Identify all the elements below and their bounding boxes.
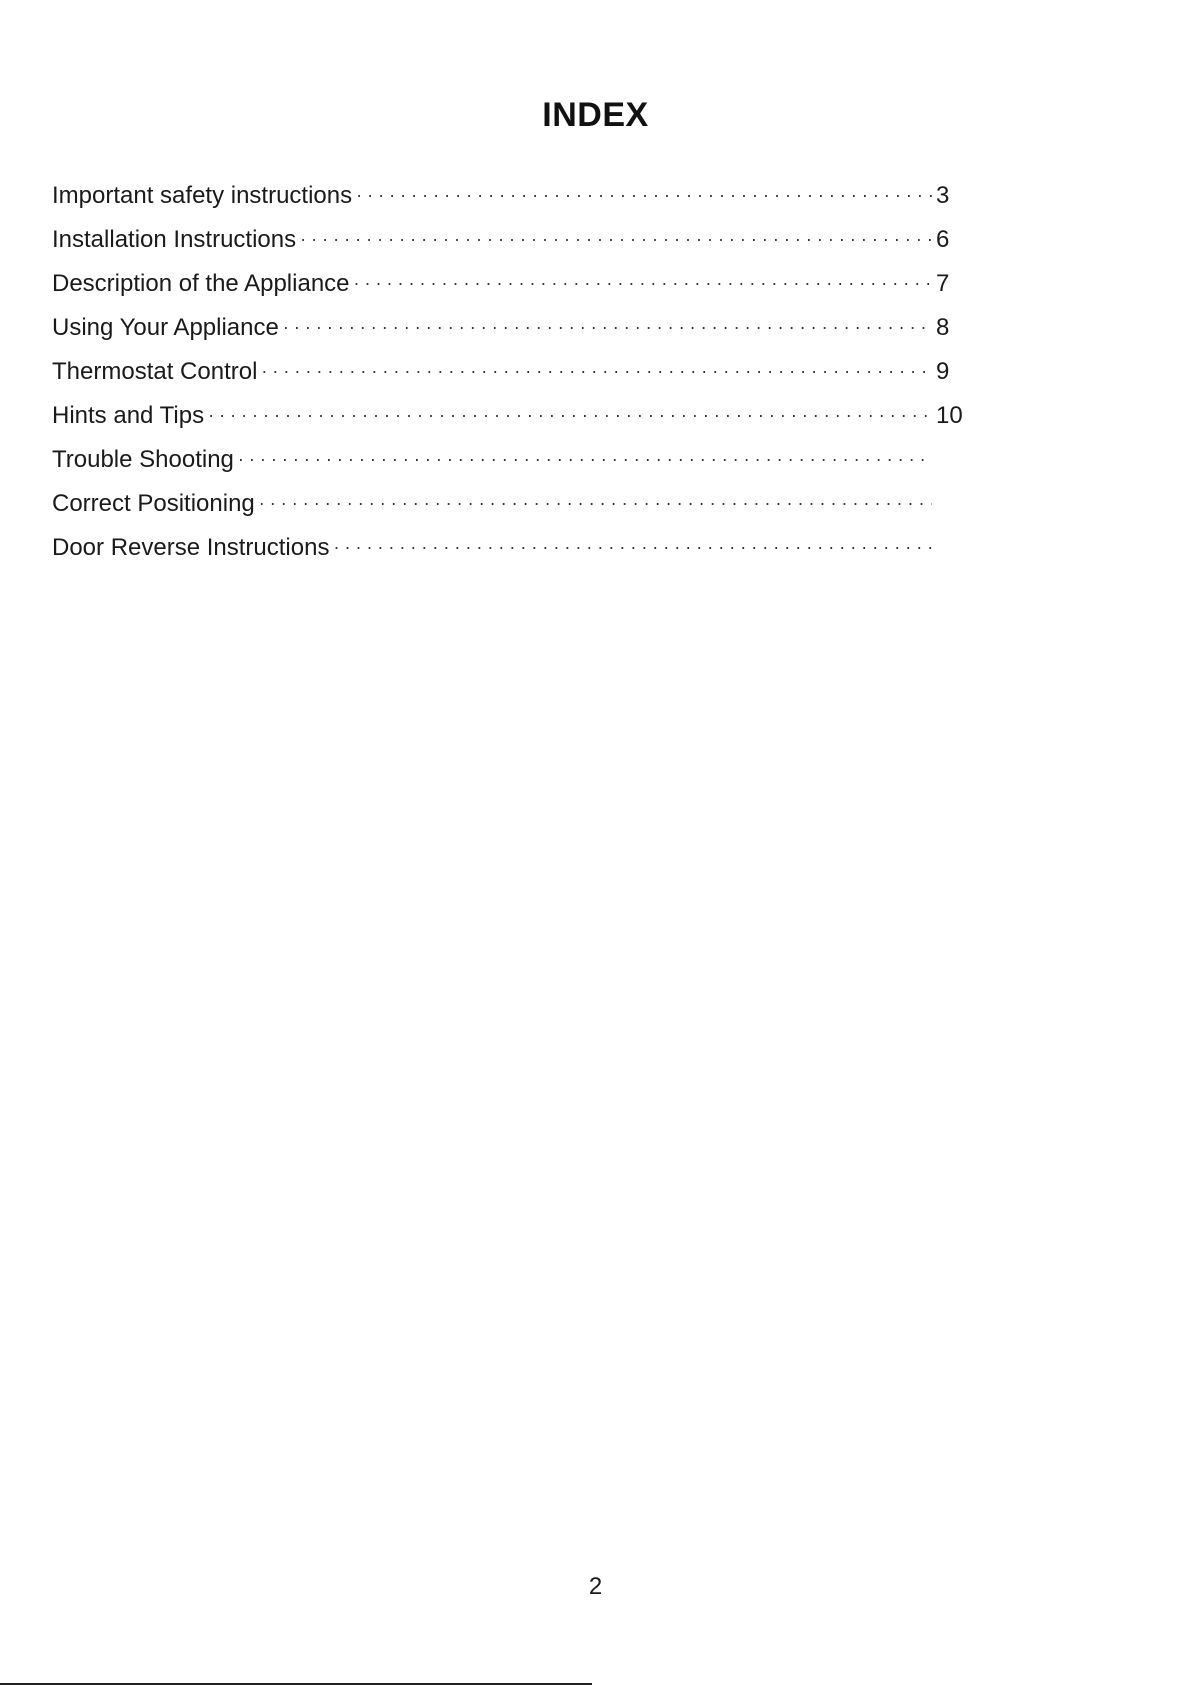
toc-entry-page: 6	[936, 226, 950, 253]
toc-entry-door-reverse[interactable]	[52, 536, 970, 580]
dot-leader	[283, 315, 932, 339]
toc-entry-page: 7	[936, 270, 950, 297]
toc-entry-thermostat[interactable]	[52, 360, 970, 404]
toc-entry-page: 10	[936, 402, 963, 429]
toc-entry-page: 9	[936, 358, 950, 385]
toc-entry-safety[interactable]	[52, 184, 970, 228]
toc-entry-label: Correct Positioning	[52, 490, 255, 517]
toc-entry-label: Important safety instructions	[52, 182, 353, 209]
page-title: INDEX	[542, 96, 649, 134]
toc-entry-label: Using Your Appliance	[52, 314, 279, 341]
dot-leader	[259, 491, 932, 515]
page-number: 2	[588, 1573, 603, 1600]
toc-entry-label: Hints and Tips	[52, 402, 205, 429]
dot-leader	[261, 359, 932, 383]
toc-entry-label: Description of the Appliance	[52, 270, 350, 297]
toc-entry-page: 8	[936, 314, 950, 341]
table-of-contents	[52, 184, 970, 580]
toc-entry-trouble[interactable]	[52, 448, 970, 492]
toc-entry-label: Installation Instructions	[52, 226, 297, 253]
toc-entry-using[interactable]	[52, 316, 970, 360]
dot-leader	[354, 271, 932, 295]
dot-leader	[238, 447, 932, 471]
dot-leader	[333, 535, 932, 559]
toc-entry-label: Door Reverse Instructions	[52, 534, 330, 561]
toc-entry-installation[interactable]	[52, 228, 970, 272]
toc-entry-positioning[interactable]	[52, 492, 970, 536]
toc-entry-hints[interactable]	[52, 404, 970, 448]
dot-leader	[356, 183, 932, 207]
dot-leader	[300, 227, 932, 251]
toc-entry-description[interactable]	[52, 272, 970, 316]
toc-entry-label: Thermostat Control	[52, 358, 258, 385]
toc-entry-label: Trouble Shooting	[52, 446, 234, 473]
dot-leader	[208, 403, 932, 427]
toc-entry-page: 3	[936, 182, 950, 209]
